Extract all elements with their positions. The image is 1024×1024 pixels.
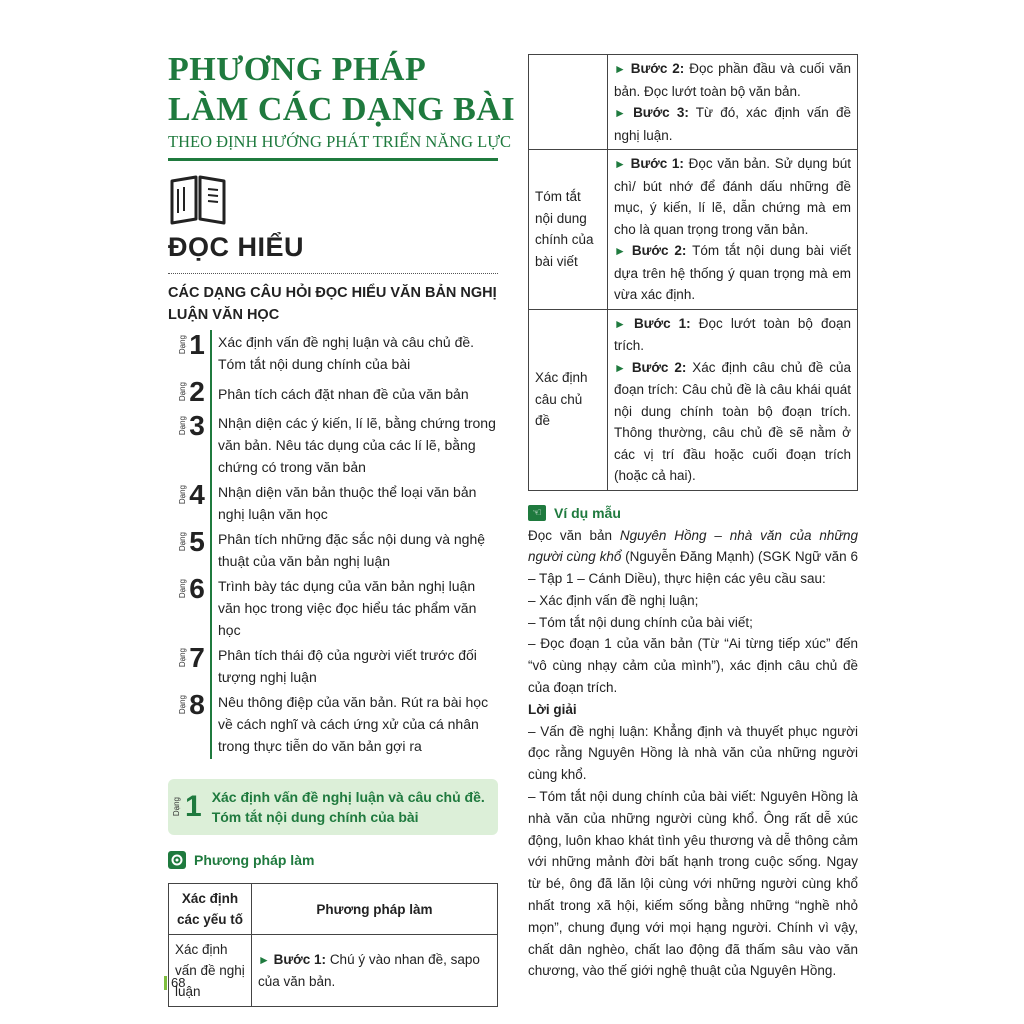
example-label: Ví dụ mẫu bbox=[554, 504, 621, 521]
intro-title: Nguyên Hồng – nhà văn của những người cùng khổ bbox=[528, 527, 858, 565]
dang-bar bbox=[210, 643, 212, 690]
dang-text: Phân tích thái độ của người viết trước đối tượng nghị luận bbox=[218, 647, 477, 685]
title-divider bbox=[168, 158, 498, 161]
requirement-1: – Xác định vấn đề nghị luận; bbox=[528, 592, 699, 608]
row-label-topic-sentence: Xác định câu chủ đề bbox=[529, 309, 608, 490]
answer-1: – Vấn đề nghị luận: Khẳng định và thuyết phục người đọc rằng Nguyên Hồng là nhà văn của những người cùng khổ. bbox=[528, 723, 858, 783]
list-item bbox=[168, 690, 498, 759]
dang-bar bbox=[210, 330, 212, 377]
dang-bar bbox=[210, 527, 212, 574]
dang-text: Nêu thông điệp của văn bản. Rút ra bài học về cách nghĩ và cách ứng xử của cá nhân trong thực tiễn do văn bản gợi ra bbox=[218, 694, 489, 754]
highlight-box bbox=[168, 779, 498, 835]
dang-label: Dạng bbox=[178, 532, 187, 552]
list-item bbox=[168, 480, 498, 527]
step-text: Chú ý vào nhan đề, sapo của văn bản. bbox=[258, 952, 480, 989]
dang-text: Xác định vấn đề nghị luận và câu chủ đề. Tóm tắt nội dung chính của bài bbox=[218, 334, 475, 372]
page-title-line1: PHƯƠNG PHÁP bbox=[168, 51, 427, 88]
dang-bar bbox=[210, 377, 212, 411]
pointing-hand-icon: ☜ bbox=[528, 505, 546, 521]
dotted-divider bbox=[168, 273, 498, 274]
dang-number: 7 bbox=[189, 642, 205, 673]
answer-2: – Tóm tắt nội dung chính của bài viết: Nguyên Hồng là nhà văn của những người cùng khổ. Ông rất dễ xúc động, luôn khao khát tình yêu thương và dễ thông cảm với những mảnh đời bất hạnh trong cuộc sống. Ngay từ bé, ông đã lăn lội cùng với những người cùng khổ nhất trong xã hội, kiếm sống bằng những “nghề nhỏ mọn”, chung đụng với mọi hạng người. Chính vì vậy, chất dân nghèo, chất lao động đã thấm sâu vào văn chương, vào thế giới nghệ thuật của Nguyên Hồng. bbox=[528, 789, 858, 979]
dang-label: Dạng bbox=[178, 416, 187, 436]
list-item bbox=[168, 330, 498, 377]
col-header-method: Phương pháp làm bbox=[252, 884, 498, 935]
requirement-3: – Đọc đoạn 1 của văn bản (Từ “Ai từng tiếp xúc” đến “vô cùng nhạy cảm của mình”), xác định câu chủ đề của đoạn trích. bbox=[528, 636, 858, 696]
step-label: Bước 2: bbox=[631, 359, 687, 375]
step-text: Đọc văn bản. Sử dụng bút chì/ bút nhớ để đánh dấu những đề mục, ý kiến, lí lẽ, dẫn chứng mà em cho là quan trọng trong văn bản. bbox=[614, 156, 851, 237]
dang-label: Dạng bbox=[178, 695, 187, 715]
book-icon bbox=[168, 173, 228, 225]
dang-text: Phân tích những đặc sắc nội dung và nghệ thuật của văn bản nghị luận bbox=[218, 531, 486, 569]
step-label: Bước 2: bbox=[631, 243, 687, 258]
dang-number: 8 bbox=[189, 689, 205, 720]
dang-bar bbox=[210, 574, 212, 643]
requirement-2: – Tóm tắt nội dung chính của bài viết; bbox=[528, 614, 753, 630]
list-item bbox=[168, 574, 498, 643]
dang-number: 3 bbox=[189, 410, 205, 441]
page-subtitle: THEO ĐỊNH HƯỚNG PHÁT TRIỂN NĂNG LỰC bbox=[168, 132, 512, 151]
list-item bbox=[168, 377, 498, 411]
dang-number: 1 bbox=[189, 329, 205, 360]
dang-bar bbox=[210, 411, 212, 480]
example-heading bbox=[528, 505, 858, 521]
row-cell-summary-steps bbox=[608, 150, 858, 310]
list-item bbox=[168, 643, 498, 690]
dang-text: Trình bày tác dụng của văn bản nghị luận văn học trong việc đọc hiểu tác phẩm văn học bbox=[218, 578, 477, 638]
method-table-part2 bbox=[528, 54, 858, 491]
answer-label: Lời giải bbox=[528, 701, 577, 717]
highlight-number: 1 bbox=[185, 790, 202, 823]
row-label-empty bbox=[529, 55, 608, 150]
dang-number: 4 bbox=[189, 479, 205, 510]
dang-number: 6 bbox=[189, 573, 205, 604]
row-label-issue: Xác định vấn đề nghị luận bbox=[169, 935, 252, 1007]
triangle-bullet-icon: ► bbox=[258, 953, 270, 967]
triangle-bullet-icon: ► bbox=[614, 244, 626, 258]
step-text: Đọc phần đầu và cuối văn bản. Đọc lướt toàn bộ văn bản. bbox=[614, 61, 851, 99]
dang-label: Dạng bbox=[178, 382, 187, 402]
step-label: Bước 3: bbox=[633, 105, 689, 120]
method-heading bbox=[168, 851, 498, 869]
row-cell-topic-steps bbox=[608, 309, 858, 490]
row-label-summary: Tóm tắt nội dung chính của bài viết bbox=[529, 150, 608, 310]
step-label: Bước 2: bbox=[630, 61, 685, 76]
step-label: Bước 1: bbox=[630, 156, 684, 171]
right-column bbox=[528, 54, 858, 982]
list-item bbox=[168, 527, 498, 574]
example-intro bbox=[528, 525, 858, 590]
highlight-text: Xác định vấn đề nghị luận và câu chủ đề. Tóm tắt nội dung chính của bài bbox=[211, 789, 485, 825]
triangle-bullet-icon: ► bbox=[614, 360, 626, 375]
page-title-line2: LÀM CÁC DẠNG BÀI bbox=[168, 91, 516, 128]
dang-number: 5 bbox=[189, 526, 205, 557]
row-cell-issue-step1 bbox=[252, 935, 498, 1007]
left-column bbox=[168, 50, 516, 1007]
method-label: Phương pháp làm bbox=[194, 852, 315, 868]
step-label: Bước 1: bbox=[273, 952, 327, 967]
method-table-part1 bbox=[168, 883, 498, 1007]
triangle-bullet-icon: ► bbox=[614, 157, 626, 171]
section-title: ĐỌC HIỂU bbox=[168, 232, 305, 262]
dang-bar bbox=[210, 690, 212, 759]
dang-label: Dạng bbox=[178, 335, 187, 355]
dang-text: Nhận diện văn bản thuộc thể loại văn bản nghị luận văn học bbox=[218, 484, 477, 522]
triangle-bullet-icon: ► bbox=[614, 316, 626, 331]
dang-label: Dạng bbox=[178, 485, 187, 505]
intro-text: (Nguyễn Đăng Mạnh) (SGK Ngữ văn 6 – Tập 1 – Cánh Diều), thực hiện các yêu cầu sau: bbox=[528, 549, 858, 587]
page-number-text: 68 bbox=[171, 975, 186, 990]
section-subheading: CÁC DẠNG CÂU HỎI ĐỌC HIỂU VĂN BẢN NGHỊ LUẬN VĂN HỌC bbox=[168, 285, 497, 323]
page-number bbox=[164, 975, 185, 990]
intro-text: Đọc văn bản bbox=[528, 527, 620, 543]
col-header-elements: Xác định các yếu tố bbox=[169, 884, 252, 935]
list-item bbox=[168, 411, 498, 480]
step-text: Từ đó, xác định vấn đề nghị luận. bbox=[614, 105, 851, 143]
row-cell-issue-steps bbox=[608, 55, 858, 150]
dang-text: Nhận diện các ý kiến, lí lẽ, bằng chứng trong văn bản. Nêu tác dụng của các lí lẽ, bằng chứng có trong văn bản bbox=[218, 415, 496, 475]
dang-text: Phân tích cách đặt nhan đề của văn bản bbox=[218, 386, 469, 402]
dang-label: Dạng bbox=[172, 797, 181, 817]
step-label: Bước 1: bbox=[633, 315, 691, 331]
triangle-bullet-icon: ► bbox=[614, 62, 626, 76]
page-number-bar bbox=[164, 976, 167, 990]
step-text: Đọc lướt toàn bộ đoạn trích. bbox=[614, 315, 851, 353]
gear-icon bbox=[168, 851, 186, 869]
triangle-bullet-icon: ► bbox=[614, 106, 626, 120]
step-text: Tóm tắt nội dung bài viết dựa trên hệ thống ý quan trọng mà em vừa xác định. bbox=[614, 243, 851, 302]
dang-label: Dạng bbox=[178, 579, 187, 599]
step-text: Xác định câu chủ đề của đoạn trích: Câu chủ đề là câu khái quát nội dung chính toàn bộ đoạn trích. Thông thường, câu chủ đề sẽ nằm ở các vị trí đầu hoặc cuối đoạn trích (hoặc cả hai). bbox=[614, 359, 851, 483]
dang-number: 2 bbox=[189, 376, 205, 407]
dang-label: Dạng bbox=[178, 648, 187, 668]
dang-bar bbox=[210, 480, 212, 527]
dang-list bbox=[168, 330, 498, 759]
